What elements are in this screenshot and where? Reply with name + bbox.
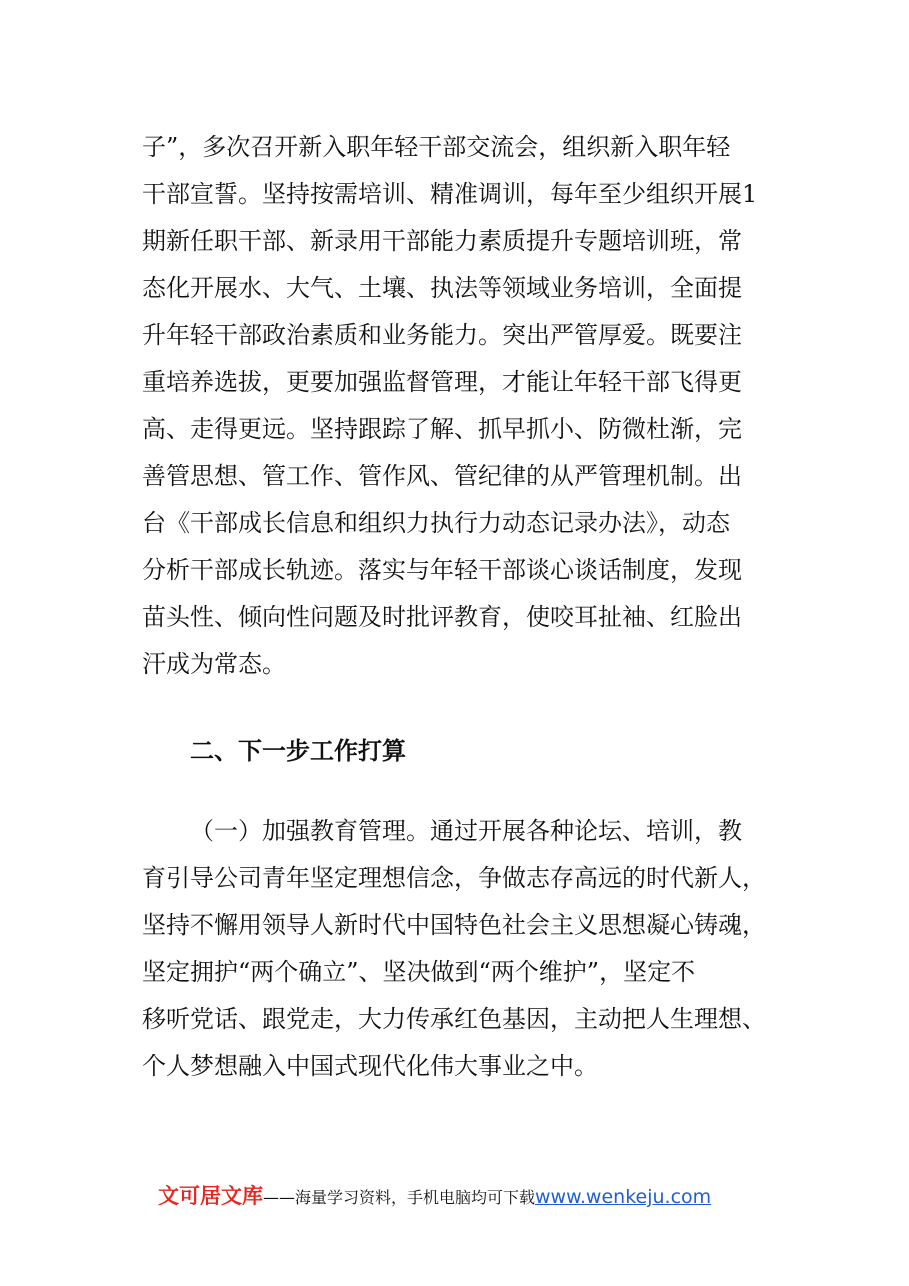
section-heading: 二、下一步工作打算 [190,737,406,765]
paragraph-line: 期新任职干部、新录用干部能力素质提升专题培训班，常 [142,227,742,255]
paragraph-line: 汗成为常态。 [142,650,286,678]
paragraph-line: 台《干部成长信息和组织力执行力动态记录办法》，动态 [142,509,730,537]
page-footer [158,1178,778,1214]
paragraph-line: 干部宣誓。坚持按需培训、精准调训，每年至少组织开展1 [142,180,758,208]
paragraph-line: 态化开展水、大气、土壤、执法等领域业务培训，全面提 [142,274,742,302]
paragraph-line: 善管思想、管工作、管作风、管纪律的从严管理机制。出 [142,462,742,490]
paragraph-line: 坚持不懈用领导人新时代中国特色社会主义思想凝心铸魂， [142,911,766,939]
paragraph-line: 移听党话、跟党走，大力传承红色基因，主动把人生理想、 [142,1005,766,1033]
footer-website-link[interactable]: www.wenkeju.com [535,1186,712,1208]
paragraph-line: 升年轻干部政治素质和业务能力。突出严管厚爱。既要注 [142,321,742,349]
paragraph-line: （一）加强教育管理。通过开展各种论坛、培训，教 [190,817,742,845]
paragraph-line: 高、走得更远。坚持跟踪了解、抓早抓小、防微杜渐，完 [142,415,742,443]
paragraph-line: 坚定拥护“两个确立”、坚决做到“两个维护”，坚定不 [142,958,696,986]
paragraph-continued [142,124,782,688]
paragraph-line: 苗头性、倾向性问题及时批评教育，使咬耳扯袖、红脸出 [142,603,742,631]
paragraph-line: 分析干部成长轨迹。落实与年轻干部谈心谈话制度，发现 [142,556,742,584]
paragraph-education [142,808,782,1090]
footer-slogan: ——海量学习资料，手机电脑均可下载 [263,1188,536,1207]
paragraph-line: 重培养选拔，更要加强监督管理，才能让年轻干部飞得更 [142,368,742,396]
paragraph-line: 育引导公司青年坚定理想信念，争做志存高远的时代新人， [142,864,766,892]
paragraph-line: 子”，多次召开新入职年轻干部交流会，组织新入职年轻 [142,133,731,161]
footer-brand: 文可居文库 [158,1184,263,1208]
paragraph-line: 个人梦想融入中国式现代化伟大事业之中。 [142,1052,598,1080]
